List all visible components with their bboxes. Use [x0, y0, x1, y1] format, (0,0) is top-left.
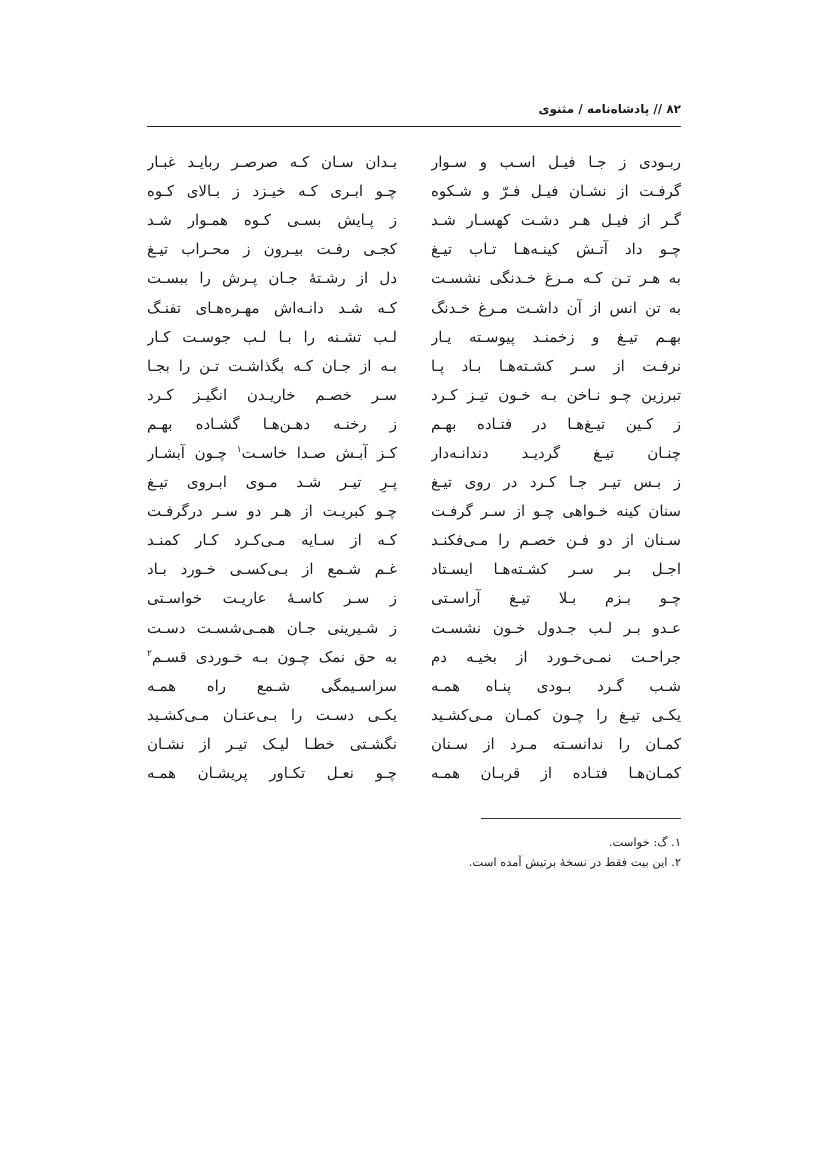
hemistich-right: چـو بـزم بـلا تیـغ آراسـتی [431, 589, 681, 608]
couplet [147, 701, 681, 730]
hemistich-left: چـو ابـری کـه خیـزد ز بـالای کـوه [147, 182, 397, 201]
hemistich-left: کـه از سـایه مـی‌کـرد کـار کمنـد [147, 531, 397, 550]
hemistich-right: چنـان تیـغ گردیـد دندانـه‌دار [431, 443, 681, 462]
hemistich-left: غـم شـمع از بـی‌کسـی خـورد بـاد [147, 560, 397, 579]
hemistich-right: گـر از فیـل هـر دشـت کهسـار شـد [431, 211, 681, 230]
hemistich-right: گرفـت از نشـان فیـل فـرّ و شـکوه [431, 182, 681, 201]
hemistich-right: سـنان از دو فـن خصـم را مـی‌فکنـد [431, 531, 681, 550]
couplet [147, 643, 681, 672]
hemistich-right: ربـودی ز جـا فیـل اسـب و سـوار [431, 153, 681, 172]
hemistich-left [147, 643, 397, 672]
hemistich-left: ز رخنـه دهـن‌هـا گشـاده بهـم [147, 414, 397, 433]
couplet [147, 206, 681, 235]
couplet [147, 468, 681, 497]
hemistich-right: به هـر تـن کـه مـرغ خـدنگی نشسـت [431, 269, 681, 288]
hemistich-left: نگشـتی خطـا لیـک تیـر از نشـان [147, 734, 397, 753]
footnote-divider [481, 818, 681, 819]
running-header: ۸۲ // پادشاه‌نامه / مثنوی [538, 102, 681, 116]
hemistich-left: بـه از جـان کـه بگذاشـت تـن را بجـا [147, 356, 397, 375]
hemistich-left: چـو نعـل تکـاور پریشـان همـه [147, 764, 397, 783]
couplet [147, 439, 681, 468]
couplet [147, 381, 681, 410]
couplet [147, 497, 681, 526]
hemistich-right: به تن انس از آن داشـت مـرغ خـدنگ [431, 298, 681, 317]
hemistich-left: یکـی دسـت را بـی‌عنـان مـی‌کشـید [147, 705, 397, 724]
footnote-marker: ۱ [236, 444, 242, 455]
couplet [147, 323, 681, 352]
hemistich-right: بهـم تیـغ و زخمنـد پیوسـته یـار [431, 327, 681, 346]
couplet [147, 177, 681, 206]
hemistich-left-tail: چـون آبشـار [147, 443, 237, 462]
hemistich-left: کجـی رفـت بیـرون ز محـراب تیـغ [147, 240, 397, 259]
footnote-marker: ۲ [147, 648, 152, 659]
hemistich-left: دل از رشـتهٔ جـان پـرش را ببسـت [147, 269, 397, 288]
hemistich-left: کـه شـد دانـه‌اش مهـره‌هـای تفنـگ [147, 298, 397, 317]
footnote-1: ۱. گ: خواست. [608, 835, 681, 849]
hemistich-right: سنان کینه خـواهی چـو از سـر گرفـت [431, 502, 681, 521]
footnote-2: ۲. این بیت فقط در نسخهٔ برتیش آمده است. [468, 855, 681, 869]
hemistich-left-text: به حق نمک چـون بـه خـوردی قسـم [151, 647, 397, 666]
hemistich-left: سراسـیمگی شـمع راه همـه [147, 676, 397, 695]
hemistich-left: ز پـایش بسـی کـوه همـوار شـد [147, 211, 397, 230]
hemistich-right: ز بـس تیـر جـا کـرد در روی تیـغ [431, 473, 681, 492]
couplet [147, 555, 681, 584]
hemistich-right: جراحـت نمـی‌خـورد از بخیـه دم [431, 647, 681, 666]
hemistich-left: لـب تشـنه را بـا لـب جوسـت کـار [147, 327, 397, 346]
hemistich-right: اجـل بـر سـر کشـته‌هـا ایسـتاد [431, 560, 681, 579]
hemistich-left: پـرِ تیـر شـد مـوی ابـروی تیـغ [147, 473, 397, 492]
hemistich-right: عـدو بـر لـب جـدول خـون نشسـت [431, 618, 681, 637]
couplet [147, 672, 681, 701]
couplet [147, 293, 681, 322]
couplet [147, 352, 681, 381]
hemistich-left: چـو کبریـت از هـر دو سـر درگرفـت [147, 502, 397, 521]
hemistich-right: یکـی تیـغ را چـون کمـان مـی‌کشـید [431, 705, 681, 724]
hemistich-right: چـو داد آتـش کینـه‌هـا تـاب تیـغ [431, 240, 681, 259]
couplet [147, 730, 681, 759]
couplet [147, 264, 681, 293]
hemistich-left [147, 439, 397, 468]
hemistich-right: شـب گـرد بـودی پنـاه همـه [431, 676, 681, 695]
couplet [147, 614, 681, 643]
couplet [147, 148, 681, 177]
hemistich-left: ز سـر کاسـهٔ عاریـت خواسـتی [147, 589, 397, 608]
hemistich-right: ز کـین تیـغ‌هـا در فتـاده بهـم [431, 414, 681, 433]
couplet [147, 526, 681, 555]
couplet [147, 410, 681, 439]
footnotes [400, 832, 681, 872]
hemistich-left: سـر خصـم خاریـدن انگیـز کـرد [147, 385, 397, 404]
hemistich-right: کمـان‌هـا فتـاده از قربـان همـه [431, 764, 681, 783]
hemistich-left: ز شـیرینی جـان همـی‌شسـت دسـت [147, 618, 397, 637]
couplet [147, 584, 681, 613]
page-header [147, 98, 681, 127]
poem-body [147, 148, 681, 788]
hemistich-left: بـدان سـان کـه صرصـر ربایـد غبـار [147, 153, 397, 172]
hemistich-right: کمـان را ندانسـته مـرد از سـنان [431, 734, 681, 753]
couplet [147, 759, 681, 788]
hemistich-right: نرفـت از سـر کشـته‌هـا بـاد پـا [431, 356, 681, 375]
hemistich-right: تبرزین چـو نـاخن بـه خـون تیـز کـرد [431, 385, 681, 404]
hemistich-left-text: کـز آبـش صـدا خاسـت [241, 443, 397, 462]
couplet [147, 235, 681, 264]
